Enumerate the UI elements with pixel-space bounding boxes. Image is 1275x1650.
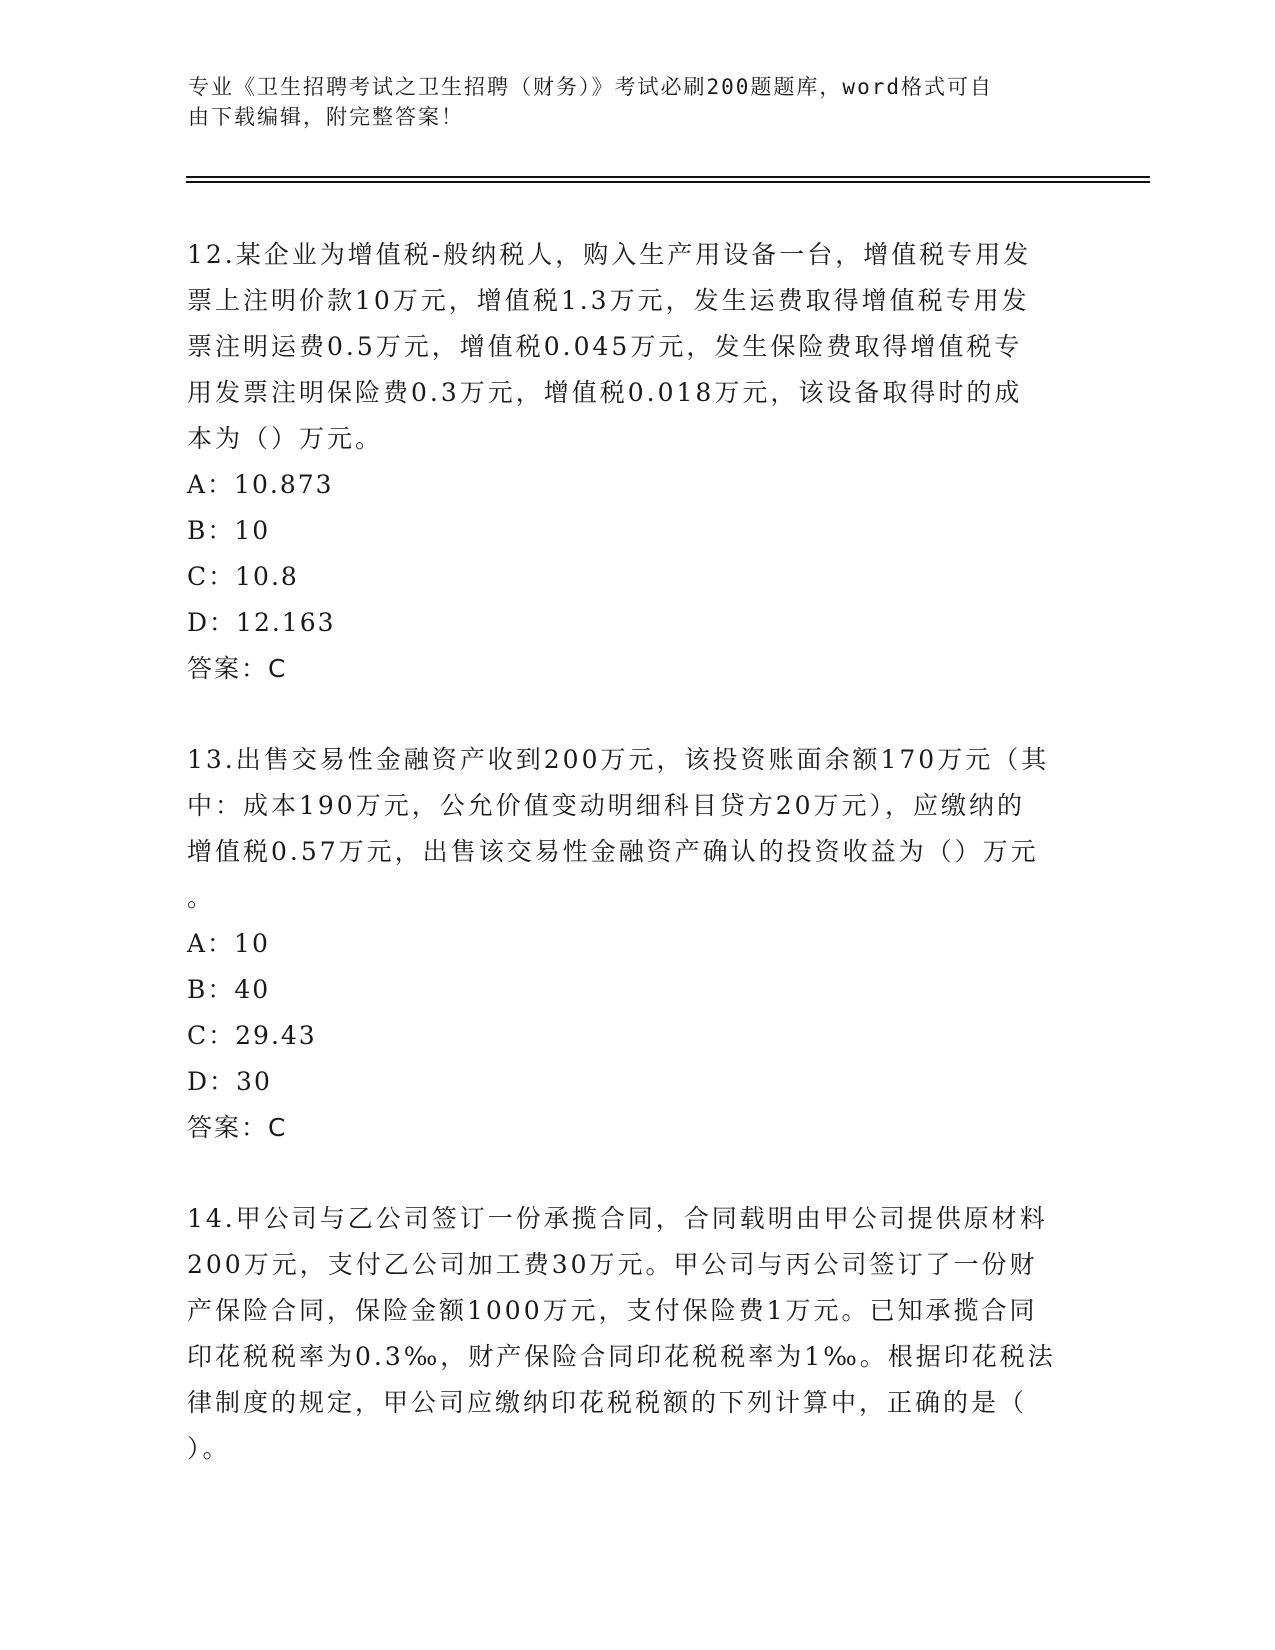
- question-14-text-line: 律制度的规定，甲公司应缴纳印花税税额的下列计算中，正确的是（: [187, 1388, 1028, 1417]
- question-14-text-line: 印花税税率为0.3‰，财产保险合同印花税税率为1‰。根据印花税法: [187, 1342, 1056, 1371]
- question-14-text-line: ）。: [187, 1434, 231, 1463]
- question-13-option-d: D：30: [187, 1067, 272, 1096]
- question-14-text-line: 14.甲公司与乙公司签订一份承揽合同，合同载明由甲公司提供原材料: [187, 1204, 1048, 1233]
- question-13-option-b: B：40: [187, 975, 271, 1004]
- header-divider-thin: [186, 181, 1150, 183]
- question-13-option-a: A：10: [187, 929, 270, 958]
- question-13-text-line: 13.出售交易性金融资产收到200万元，该投资账面余额170万元（其: [187, 745, 1050, 774]
- question-12-text-line: 票注明运费0.5万元，增值税0.045万元，发生保险费取得增值税专: [187, 332, 1023, 361]
- question-12-text-line: 用发票注明保险费0.3万元，增值税0.018万元，该设备取得时的成: [187, 378, 1023, 407]
- question-12-option-a: A：10.873: [187, 470, 334, 499]
- question-12-answer: 答案：C: [187, 654, 288, 683]
- document-header-line-2: 由下载编辑，附完整答案！: [188, 105, 464, 129]
- question-13-text-line: 。: [187, 883, 216, 912]
- question-13-text-line: 中：成本190万元，公允价值变动明细科目贷方20万元），应缴纳的: [187, 791, 1026, 820]
- header-divider: [186, 176, 1150, 178]
- question-12-option-c: C：10.8: [187, 562, 299, 591]
- document-header-line-1: 专业《卫生招聘考试之卫生招聘（财务）》考试必刷200题题库，word格式可自: [188, 75, 993, 99]
- question-14-text-line: 200万元，支付乙公司加工费30万元。甲公司与丙公司签订了一份财: [187, 1250, 1038, 1279]
- question-12-option-d: D：12.163: [187, 608, 336, 637]
- question-12-text-line: 12.某企业为增值税-般纳税人，购入生产用设备一台，增值税专用发: [187, 240, 1032, 269]
- question-14-text-line: 产保险合同，保险金额1000万元，支付保险费1万元。已知承揽合同: [187, 1296, 1038, 1325]
- question-13-answer: 答案：C: [187, 1113, 288, 1142]
- question-12-option-b: B：10: [187, 516, 271, 545]
- question-13-text-line: 增值税0.57万元，出售该交易性金融资产确认的投资收益为（）万元: [187, 837, 1039, 866]
- question-12-text-line: 本为（）万元。: [187, 424, 384, 453]
- question-13-option-c: C：29.43: [187, 1021, 317, 1050]
- question-12-text-line: 票上注明价款10万元，增值税1.3万元，发生运费取得增值税专用发: [187, 286, 1030, 315]
